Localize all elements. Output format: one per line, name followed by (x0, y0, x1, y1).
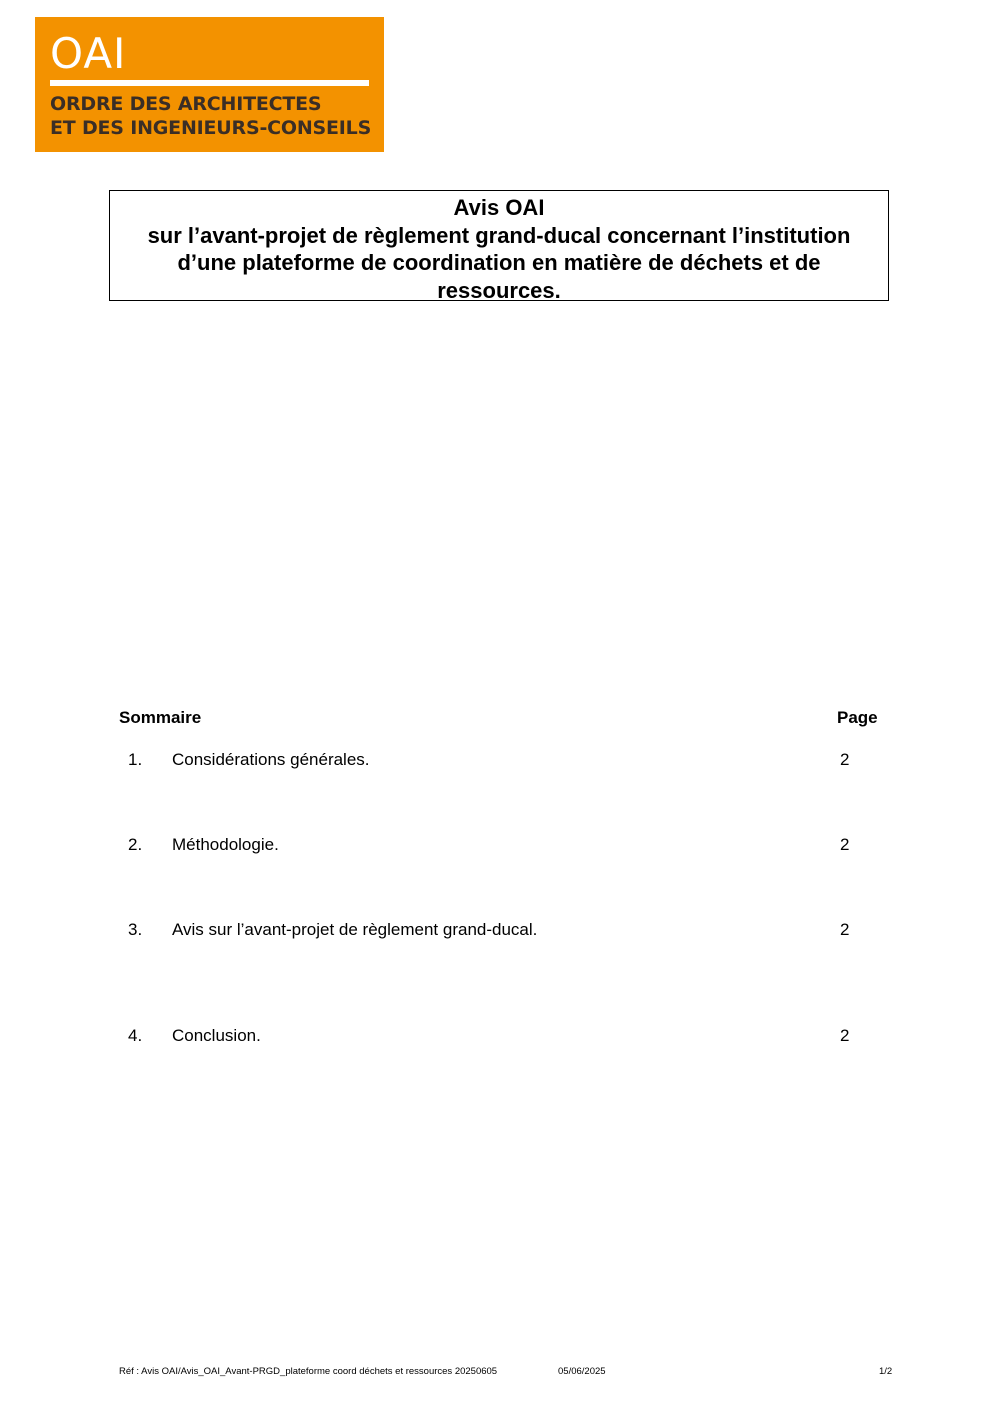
logo-line-2: ET DES INGENIEURS-CONSEILS (50, 117, 372, 139)
toc-item-page: 2 (840, 835, 850, 854)
toc-item-number: 4. (128, 1026, 143, 1045)
toc-item-page: 2 (840, 750, 850, 769)
toc-item-label: Considérations générales. (172, 750, 370, 769)
toc-item-number: 1. (128, 750, 143, 769)
toc-item-label: Conclusion. (172, 1026, 261, 1045)
document-title-box (109, 190, 889, 301)
toc-page-heading: Page (837, 708, 878, 727)
title-line-4: ressources. (437, 277, 561, 303)
footer-page-number: 1/2 (879, 1366, 893, 1377)
toc-item (0, 834, 1000, 858)
toc-item-label: Avis sur l’avant-projet de règlement grand-ducal. (172, 920, 538, 939)
logo-line-1: ORDRE DES ARCHITECTES (50, 93, 322, 115)
toc-item-number: 3. (128, 920, 143, 939)
toc-item-number: 2. (128, 835, 143, 854)
toc-item-page: 2 (840, 920, 850, 939)
oai-logo (35, 17, 384, 152)
toc-item-page: 2 (840, 1026, 850, 1045)
toc-item (0, 919, 1000, 943)
logo-divider (50, 80, 369, 86)
footer-date: 05/06/2025 (558, 1366, 606, 1377)
logo-acronym: OAI (50, 29, 127, 78)
toc-item (0, 1025, 1000, 1049)
toc-item (0, 749, 1000, 773)
title-line-1: Avis OAI (453, 195, 545, 220)
title-line-3: d’une plateforme de coordination en matière de déchets et de (177, 250, 821, 275)
title-line-2: sur l’avant-projet de règlement grand-ducal concernant l’institution (147, 222, 851, 248)
toc-item-label: Méthodologie. (172, 835, 279, 854)
footer-reference: Réf : Avis OAI/Avis_OAI_Avant-PRGD_plateforme coord déchets et ressources 20250605 (119, 1366, 498, 1377)
toc-heading: Sommaire (119, 708, 202, 727)
